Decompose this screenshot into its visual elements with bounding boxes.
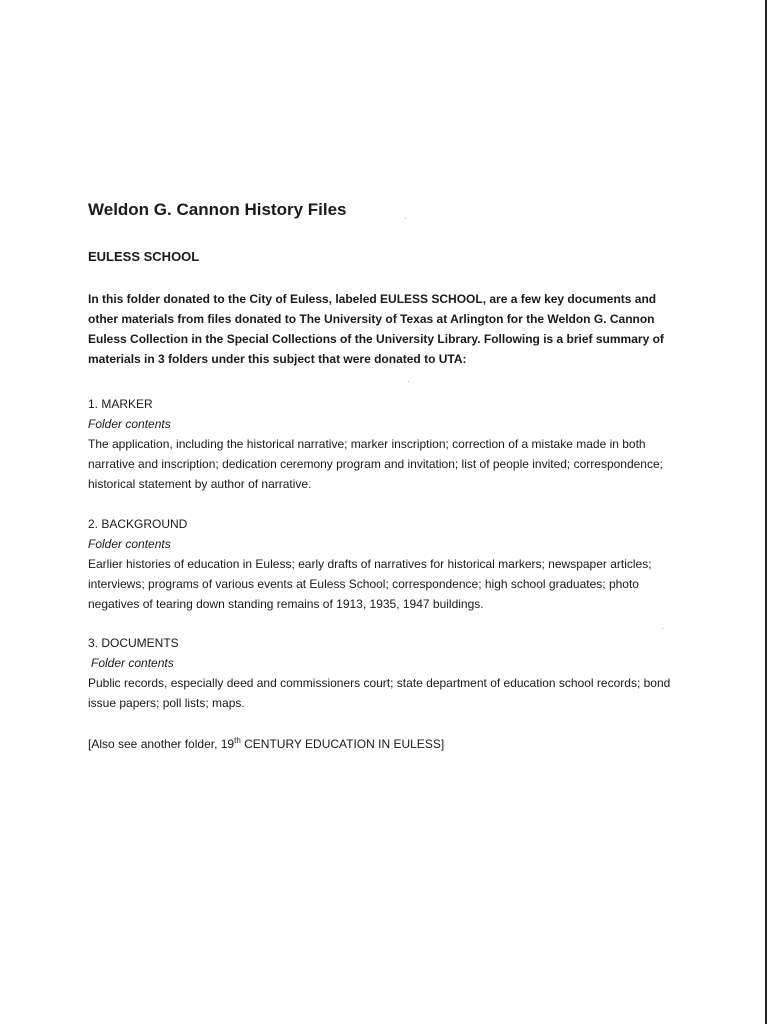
intro-paragraph: In this folder donated to the City of Euless, labeled EULESS SCHOOL, are a few key documents and other materials from files donated to The University of Texas at Arlington for the Weldon G. Cannon Euless Collection in the Special Collections of the University Library. Following is a brief summary of materials in 3 folders under this subject that were donated to UTA:	[88, 292, 664, 366]
section-subheading: Folder contents	[88, 417, 171, 431]
scan-speck	[662, 628, 663, 629]
see-also-superscript: th	[234, 736, 241, 745]
section-documents	[88, 633, 688, 713]
section-marker	[88, 394, 688, 494]
scan-edge-line	[765, 0, 767, 1024]
section-subheading: Folder contents	[91, 656, 174, 670]
section-body: Earlier histories of education in Euless; early drafts of narratives for historical markers; newspaper articles; interviews; programs of various events at Euless School; correspondence; high school graduates; photo negatives of tearing down standing remains of 1913, 1935, 1947 buildings.	[88, 557, 652, 611]
section-body: The application, including the historical narrative; marker inscription; correction of a mistake made in both narrative and inscription; dedication ceremony program and invitation; list of people invited; correspondence; historical statement by author of narrative.	[88, 437, 663, 491]
see-also-text-end: CENTURY EDUCATION IN EULESS]	[240, 737, 445, 751]
see-also-text: [Also see another folder, 19	[88, 737, 235, 751]
section-body: Public records, especially deed and commissioners court; state department of education school records; bond issue papers; poll lists; maps.	[88, 676, 671, 710]
see-also-note	[88, 734, 444, 754]
scan-speck	[405, 218, 406, 219]
scan-speck	[408, 381, 409, 382]
section-heading: 3. DOCUMENTS	[88, 636, 179, 650]
section-background	[88, 514, 688, 614]
section-heading: 2. BACKGROUND	[88, 517, 188, 531]
document-title: Weldon G. Cannon History Files	[88, 200, 347, 219]
section-heading: 1. MARKER	[88, 397, 153, 411]
document-subtitle: EULESS SCHOOL	[88, 249, 200, 264]
section-subheading: Folder contents	[88, 537, 171, 551]
